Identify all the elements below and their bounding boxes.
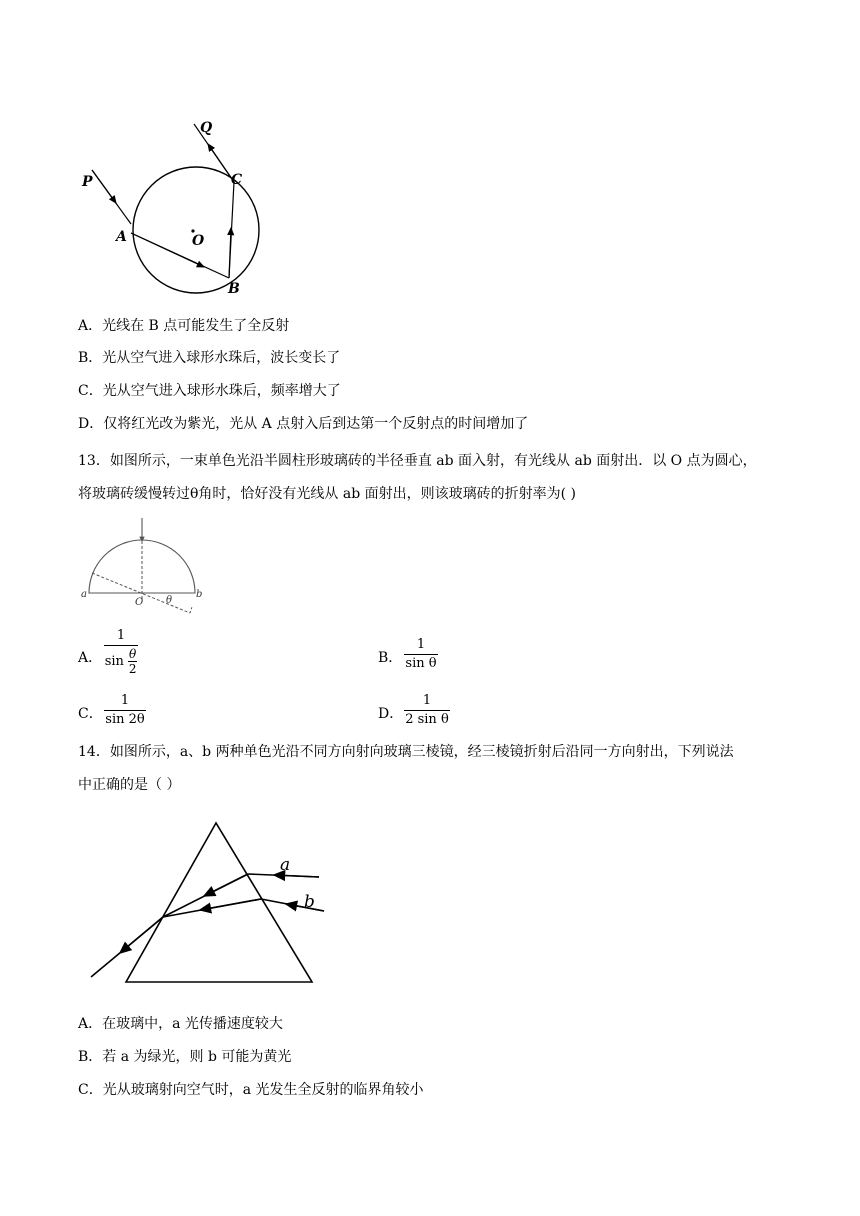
q14-stem-line1: 14．如图所示，a、b 两种单色光沿不同方向射向玻璃三棱镜，经三棱镜折射后沿同一方向射出，下列说法: [78, 744, 734, 760]
prism-figure: [86, 815, 326, 985]
droplet-figure: [78, 110, 268, 300]
q14-option-a: A．在玻璃中，a 光传播速度较大: [78, 1016, 283, 1032]
q12-option-b: B．光从空气进入球形水珠后，波长变长了: [78, 350, 341, 366]
q12-option-a: A．光线在 B 点可能发生了全反射: [78, 318, 290, 334]
label-Q: Q: [200, 120, 213, 136]
label-B: B: [228, 281, 240, 297]
prism-outline: [126, 823, 312, 982]
label-theta: θ: [166, 595, 173, 606]
q14-option-b: B．若 a 为绿光，则 b 可能为黄光: [78, 1049, 292, 1065]
label-A: A: [116, 229, 127, 245]
q13-option-d-fraction: 1 2 sin θ: [405, 693, 449, 727]
label-b: b: [196, 589, 203, 600]
q13-option-a-letter: A．: [78, 650, 103, 666]
label-C: C: [231, 172, 243, 188]
q14-stem-line2: 中正确的是（ ）: [78, 777, 181, 793]
q13-stem-line2: 将玻璃砖缓慢转过θ角时，恰好没有光线从 ab 面射出，则该玻璃砖的折射率为( ): [78, 486, 577, 502]
q13-option-c-fraction: 1 sin 2θ: [105, 693, 145, 727]
q13-option-a-fraction: 1 sin $\frac{\theta}{2}$: [104, 628, 137, 676]
q13-option-d-letter: D．: [378, 706, 404, 722]
q13-option-b-fraction: 1 sin θ: [405, 637, 437, 671]
label-a: a: [280, 855, 291, 875]
q13-stem-line1: 13．如图所示，一束单色光沿半圆柱形玻璃砖的半径垂直 ab 面入射，有光线从 ab 面射出．以 O 点为圆心，: [78, 453, 757, 469]
q14-option-c: C．光从玻璃射向空气时，a 光发生全反射的临界角较小: [78, 1082, 424, 1098]
semicircle-figure: [78, 515, 208, 615]
label-O: O: [192, 233, 205, 249]
label-a: a: [81, 589, 87, 600]
label-b: b: [304, 892, 315, 912]
q13-option-b-letter: B．: [378, 650, 403, 666]
label-O: O: [135, 597, 144, 608]
q13-option-c-letter: C．: [78, 706, 103, 722]
q12-option-d: D．仅将红光改为紫光，光从 A 点射入后到达第一个反射点的时间增加了: [78, 416, 529, 432]
label-P: P: [82, 174, 93, 190]
q12-option-c: C．光从空气进入球形水珠后，频率增大了: [78, 383, 341, 399]
